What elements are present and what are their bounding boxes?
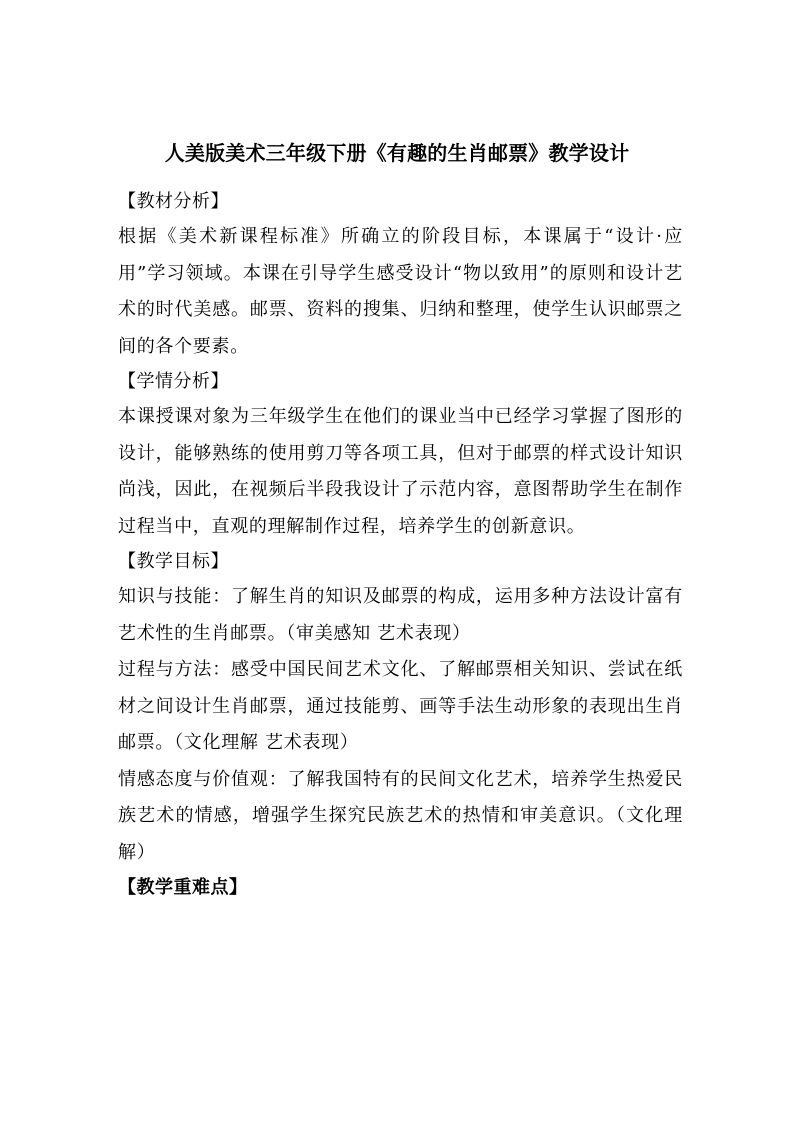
document-body bbox=[118, 185, 683, 905]
section-heading: 【教学目标】 bbox=[118, 551, 229, 572]
paragraph: 过程与方法：感受中国民间艺术文化、了解邮票相关知识、尝试在纸材之间设计生肖邮票，通过技能剪、画等手法生动形象的表现出生肖邮票。（文化理解 艺术表现） bbox=[118, 659, 683, 753]
document-title: 人美版美术三年级下册《有趣的生肖邮票》教学设计 bbox=[164, 141, 630, 166]
paragraph: 根据《美术新课程标准》所确立的阶段目标，本课属于“设计·应用”学习领域。本课在引导学生感受设计“物以致用”的原则和设计艺术的时代美感。邮票、资料的搜集、归纳和整理，使学生认识邮票之间的各个要素。 bbox=[118, 226, 683, 357]
section-student-analysis bbox=[118, 365, 683, 545]
paragraph: 情感态度与价值观：了解我国特有的民间文化艺术，培养学生热爱民族艺术的情感，增强学生探究民族艺术的热情和审美意识。（文化理解） bbox=[118, 768, 683, 863]
section-teaching-goals bbox=[118, 545, 683, 871]
section-textbook-analysis bbox=[118, 185, 683, 365]
section-key-difficulties bbox=[118, 871, 683, 905]
paragraph: 本课授课对象为三年级学生在他们的课业当中已经学习掌握了图形的设计，能够熟练的使用剪刀等各项工具，但对于邮票的样式设计知识尚浅，因此，在视频后半段我设计了示范内容，意图帮助学生在制作过程当中，直观的理解制作过程，培养学生的创新意识。 bbox=[118, 406, 683, 537]
section-heading: 【教学重难点】 bbox=[118, 877, 248, 898]
paragraph: 知识与技能：了解生肖的知识及邮票的构成，运用多种方法设计富有艺术性的生肖邮票。（审美感知 艺术表现） bbox=[118, 586, 683, 644]
section-heading: 【教材分析】 bbox=[118, 191, 229, 212]
section-heading: 【学情分析】 bbox=[118, 371, 229, 392]
